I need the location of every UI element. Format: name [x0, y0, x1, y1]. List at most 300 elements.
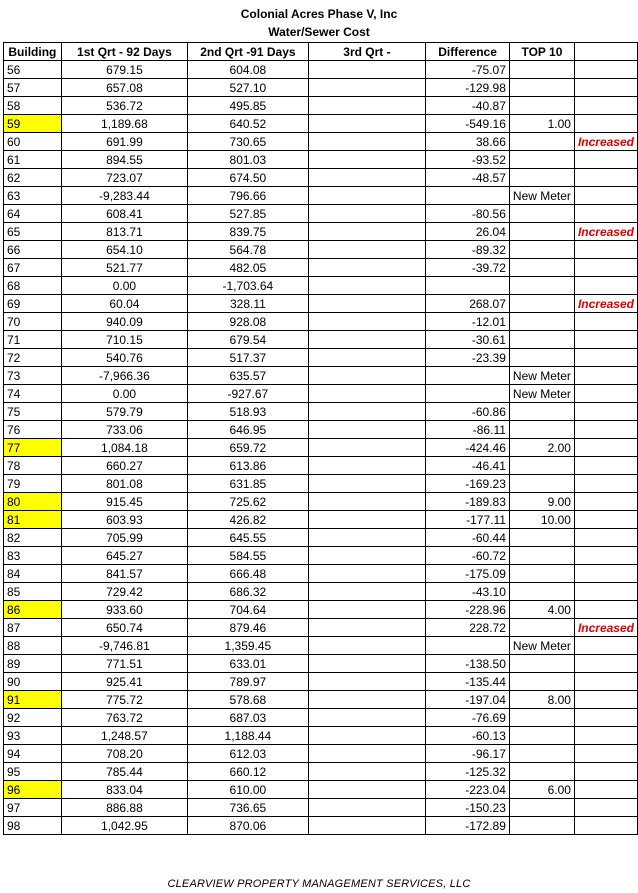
q3-cost-cell	[308, 475, 425, 493]
q1-cost-cell: 60.04	[61, 295, 187, 313]
table-row	[4, 133, 638, 151]
building-cell: 97	[4, 799, 62, 817]
column-header-flag	[574, 43, 637, 61]
building-cell: 83	[4, 547, 62, 565]
q1-cost-cell: 645.27	[61, 547, 187, 565]
q3-cost-cell	[308, 583, 425, 601]
q3-cost-cell	[308, 169, 425, 187]
q2-cost-cell: 426.82	[188, 511, 309, 529]
difference-cell: -96.17	[426, 745, 510, 763]
difference-cell: -138.50	[426, 655, 510, 673]
q1-cost-cell: 723.07	[61, 169, 187, 187]
column-header-difference: Difference	[426, 43, 510, 61]
q3-cost-cell	[308, 817, 425, 835]
q3-cost-cell	[308, 79, 425, 97]
building-cell: 95	[4, 763, 62, 781]
table-row	[4, 709, 638, 727]
top10-cell: New Meter	[509, 385, 574, 403]
q2-cost-cell: 879.46	[188, 619, 309, 637]
increased-flag-cell: Increased	[574, 133, 637, 151]
increased-flag-cell	[574, 439, 637, 457]
table-row	[4, 817, 638, 835]
q2-cost-cell: 674.50	[188, 169, 309, 187]
q2-cost-cell: 839.75	[188, 223, 309, 241]
difference-cell: -60.44	[426, 529, 510, 547]
top10-cell: 1.00	[509, 115, 574, 133]
building-cell: 93	[4, 727, 62, 745]
table-row	[4, 547, 638, 565]
building-cell: 84	[4, 565, 62, 583]
q3-cost-cell	[308, 403, 425, 421]
q3-cost-cell	[308, 637, 425, 655]
q1-cost-cell: 521.77	[61, 259, 187, 277]
q1-cost-cell: 733.06	[61, 421, 187, 439]
difference-cell: -223.04	[426, 781, 510, 799]
increased-flag-cell	[574, 385, 637, 403]
q2-cost-cell: -1,703.64	[188, 277, 309, 295]
q1-cost-cell: 0.00	[61, 277, 187, 295]
q2-cost-cell: 482.05	[188, 259, 309, 277]
q2-cost-cell: 518.93	[188, 403, 309, 421]
table-row	[4, 781, 638, 799]
q1-cost-cell: 1,248.57	[61, 727, 187, 745]
table-row	[4, 331, 638, 349]
table-row	[4, 457, 638, 475]
q2-cost-cell: 789.97	[188, 673, 309, 691]
increased-flag-cell	[574, 565, 637, 583]
building-cell: 82	[4, 529, 62, 547]
q2-cost-cell: 666.48	[188, 565, 309, 583]
table-row	[4, 691, 638, 709]
top10-cell	[509, 223, 574, 241]
q2-cost-cell: 584.55	[188, 547, 309, 565]
building-cell: 60	[4, 133, 62, 151]
difference-cell: -150.23	[426, 799, 510, 817]
q2-cost-cell: 645.55	[188, 529, 309, 547]
column-header-q3: 3rd Qrt -	[308, 43, 425, 61]
q3-cost-cell	[308, 133, 425, 151]
q3-cost-cell	[308, 457, 425, 475]
q3-cost-cell	[308, 421, 425, 439]
q3-cost-cell	[308, 439, 425, 457]
increased-flag-cell	[574, 745, 637, 763]
q3-cost-cell	[308, 223, 425, 241]
q1-cost-cell: 608.41	[61, 205, 187, 223]
table-row	[4, 439, 638, 457]
q2-cost-cell: 635.57	[188, 367, 309, 385]
q1-cost-cell: 579.79	[61, 403, 187, 421]
q1-cost-cell: 691.99	[61, 133, 187, 151]
top10-cell	[509, 817, 574, 835]
q2-cost-cell: 604.08	[188, 61, 309, 79]
column-header-q1: 1st Qrt - 92 Days	[61, 43, 187, 61]
q1-cost-cell: 708.20	[61, 745, 187, 763]
increased-flag-cell	[574, 547, 637, 565]
difference-cell: -48.57	[426, 169, 510, 187]
top10-cell	[509, 61, 574, 79]
q2-cost-cell: 736.65	[188, 799, 309, 817]
table-row	[4, 259, 638, 277]
increased-flag-cell	[574, 241, 637, 259]
table-body	[4, 61, 638, 835]
q3-cost-cell	[308, 493, 425, 511]
table-row	[4, 151, 638, 169]
q1-cost-cell: 603.93	[61, 511, 187, 529]
q2-cost-cell: -927.67	[188, 385, 309, 403]
building-cell: 74	[4, 385, 62, 403]
q1-cost-cell: 915.45	[61, 493, 187, 511]
building-cell: 79	[4, 475, 62, 493]
q2-cost-cell: 730.65	[188, 133, 309, 151]
table-row	[4, 655, 638, 673]
q2-cost-cell: 928.08	[188, 313, 309, 331]
q3-cost-cell	[308, 367, 425, 385]
table-row	[4, 403, 638, 421]
table-row	[4, 115, 638, 133]
q3-cost-cell	[308, 601, 425, 619]
column-header-top10: TOP 10	[509, 43, 574, 61]
increased-flag-cell	[574, 727, 637, 745]
difference-cell	[426, 187, 510, 205]
building-cell: 64	[4, 205, 62, 223]
difference-cell: -169.23	[426, 475, 510, 493]
q3-cost-cell	[308, 511, 425, 529]
difference-cell: -60.86	[426, 403, 510, 421]
building-cell: 72	[4, 349, 62, 367]
difference-cell: -135.44	[426, 673, 510, 691]
q2-cost-cell: 495.85	[188, 97, 309, 115]
top10-cell	[509, 583, 574, 601]
increased-flag-cell	[574, 349, 637, 367]
q1-cost-cell: 886.88	[61, 799, 187, 817]
q3-cost-cell	[308, 151, 425, 169]
q3-cost-cell	[308, 313, 425, 331]
table-row	[4, 241, 638, 259]
difference-cell: -80.56	[426, 205, 510, 223]
top10-cell	[509, 421, 574, 439]
q3-cost-cell	[308, 115, 425, 133]
increased-flag-cell	[574, 205, 637, 223]
q1-cost-cell: 705.99	[61, 529, 187, 547]
q3-cost-cell	[308, 727, 425, 745]
top10-cell	[509, 169, 574, 187]
q1-cost-cell: 0.00	[61, 385, 187, 403]
q2-cost-cell: 1,359.45	[188, 637, 309, 655]
top10-cell	[509, 403, 574, 421]
top10-cell	[509, 151, 574, 169]
top10-cell	[509, 457, 574, 475]
increased-flag-cell	[574, 331, 637, 349]
building-cell: 56	[4, 61, 62, 79]
top10-cell	[509, 547, 574, 565]
increased-flag-cell	[574, 673, 637, 691]
difference-cell	[426, 277, 510, 295]
increased-flag-cell	[574, 601, 637, 619]
q2-cost-cell: 686.32	[188, 583, 309, 601]
building-cell: 87	[4, 619, 62, 637]
table-row	[4, 583, 638, 601]
q1-cost-cell: -9,746.81	[61, 637, 187, 655]
q1-cost-cell: 771.51	[61, 655, 187, 673]
q1-cost-cell: 785.44	[61, 763, 187, 781]
table-row	[4, 385, 638, 403]
q2-cost-cell: 612.03	[188, 745, 309, 763]
difference-cell: -228.96	[426, 601, 510, 619]
top10-cell	[509, 97, 574, 115]
q1-cost-cell: 660.27	[61, 457, 187, 475]
building-cell: 91	[4, 691, 62, 709]
table-row	[4, 349, 638, 367]
top10-cell	[509, 277, 574, 295]
q1-cost-cell: 540.76	[61, 349, 187, 367]
table-row	[4, 565, 638, 583]
q2-cost-cell: 631.85	[188, 475, 309, 493]
q2-cost-cell: 679.54	[188, 331, 309, 349]
top10-cell: New Meter	[509, 367, 574, 385]
q1-cost-cell: 775.72	[61, 691, 187, 709]
q3-cost-cell	[308, 565, 425, 583]
difference-cell: -86.11	[426, 421, 510, 439]
building-cell: 76	[4, 421, 62, 439]
difference-cell: 26.04	[426, 223, 510, 241]
increased-flag-cell	[574, 763, 637, 781]
q3-cost-cell	[308, 529, 425, 547]
top10-cell: New Meter	[509, 187, 574, 205]
difference-cell: -30.61	[426, 331, 510, 349]
building-cell: 78	[4, 457, 62, 475]
building-cell: 70	[4, 313, 62, 331]
q1-cost-cell: 833.04	[61, 781, 187, 799]
increased-flag-cell	[574, 169, 637, 187]
difference-cell: -424.46	[426, 439, 510, 457]
building-cell: 96	[4, 781, 62, 799]
building-cell: 94	[4, 745, 62, 763]
q1-cost-cell: 894.55	[61, 151, 187, 169]
q3-cost-cell	[308, 619, 425, 637]
table-row	[4, 619, 638, 637]
top10-cell	[509, 313, 574, 331]
building-cell: 77	[4, 439, 62, 457]
difference-cell: 268.07	[426, 295, 510, 313]
increased-flag-cell	[574, 115, 637, 133]
q1-cost-cell: 679.15	[61, 61, 187, 79]
building-cell: 58	[4, 97, 62, 115]
top10-cell: 9.00	[509, 493, 574, 511]
q1-cost-cell: 1,084.18	[61, 439, 187, 457]
q2-cost-cell: 1,188.44	[188, 727, 309, 745]
top10-cell	[509, 133, 574, 151]
q3-cost-cell	[308, 745, 425, 763]
q1-cost-cell: 841.57	[61, 565, 187, 583]
water-sewer-cost-table	[3, 42, 638, 835]
increased-flag-cell: Increased	[574, 295, 637, 313]
difference-cell: -60.13	[426, 727, 510, 745]
top10-cell	[509, 349, 574, 367]
top10-cell: 6.00	[509, 781, 574, 799]
table-row	[4, 529, 638, 547]
top10-cell	[509, 295, 574, 313]
q3-cost-cell	[308, 763, 425, 781]
difference-cell: -46.41	[426, 457, 510, 475]
top10-cell: 10.00	[509, 511, 574, 529]
q3-cost-cell	[308, 295, 425, 313]
difference-cell: -43.10	[426, 583, 510, 601]
q1-cost-cell: 710.15	[61, 331, 187, 349]
q2-cost-cell: 633.01	[188, 655, 309, 673]
difference-cell: -549.16	[426, 115, 510, 133]
building-cell: 73	[4, 367, 62, 385]
building-cell: 75	[4, 403, 62, 421]
q2-cost-cell: 660.12	[188, 763, 309, 781]
increased-flag-cell	[574, 583, 637, 601]
top10-cell	[509, 331, 574, 349]
increased-flag-cell	[574, 799, 637, 817]
building-cell: 88	[4, 637, 62, 655]
table-row	[4, 601, 638, 619]
increased-flag-cell	[574, 151, 637, 169]
difference-cell: -189.83	[426, 493, 510, 511]
q1-cost-cell: 654.10	[61, 241, 187, 259]
q2-cost-cell: 870.06	[188, 817, 309, 835]
report-title: Colonial Acres Phase V, Inc	[240, 7, 398, 21]
increased-flag-cell	[574, 781, 637, 799]
top10-cell	[509, 745, 574, 763]
q1-cost-cell: 1,189.68	[61, 115, 187, 133]
table-row	[4, 475, 638, 493]
table-row	[4, 745, 638, 763]
building-cell: 57	[4, 79, 62, 97]
building-cell: 63	[4, 187, 62, 205]
building-cell: 62	[4, 169, 62, 187]
q3-cost-cell	[308, 781, 425, 799]
company-footer: CLEARVIEW PROPERTY MANAGEMENT SERVICES, LLC	[167, 878, 471, 890]
q2-cost-cell: 328.11	[188, 295, 309, 313]
q3-cost-cell	[308, 187, 425, 205]
difference-cell: -197.04	[426, 691, 510, 709]
difference-cell	[426, 367, 510, 385]
difference-cell: -75.07	[426, 61, 510, 79]
building-cell: 86	[4, 601, 62, 619]
increased-flag-cell	[574, 97, 637, 115]
table-row	[4, 61, 638, 79]
top10-cell	[509, 475, 574, 493]
increased-flag-cell: Increased	[574, 223, 637, 241]
increased-flag-cell	[574, 259, 637, 277]
difference-cell: -93.52	[426, 151, 510, 169]
difference-cell: -60.72	[426, 547, 510, 565]
q3-cost-cell	[308, 385, 425, 403]
top10-cell: New Meter	[509, 637, 574, 655]
difference-cell: -89.32	[426, 241, 510, 259]
top10-cell	[509, 619, 574, 637]
top10-cell	[509, 241, 574, 259]
q1-cost-cell: 813.71	[61, 223, 187, 241]
table-row	[4, 97, 638, 115]
q2-cost-cell: 578.68	[188, 691, 309, 709]
top10-cell	[509, 565, 574, 583]
q1-cost-cell: 1,042.95	[61, 817, 187, 835]
q1-cost-cell: -7,966.36	[61, 367, 187, 385]
increased-flag-cell	[574, 457, 637, 475]
q1-cost-cell: 933.60	[61, 601, 187, 619]
table-row	[4, 421, 638, 439]
increased-flag-cell	[574, 709, 637, 727]
q1-cost-cell: 925.41	[61, 673, 187, 691]
table-row	[4, 187, 638, 205]
q2-cost-cell: 646.95	[188, 421, 309, 439]
q2-cost-cell: 527.10	[188, 79, 309, 97]
table-row	[4, 79, 638, 97]
difference-cell: -76.69	[426, 709, 510, 727]
q1-cost-cell: 650.74	[61, 619, 187, 637]
increased-flag-cell	[574, 61, 637, 79]
top10-cell: 8.00	[509, 691, 574, 709]
q2-cost-cell: 564.78	[188, 241, 309, 259]
top10-cell	[509, 727, 574, 745]
table-row	[4, 367, 638, 385]
building-cell: 65	[4, 223, 62, 241]
q2-cost-cell: 610.00	[188, 781, 309, 799]
q3-cost-cell	[308, 673, 425, 691]
top10-cell	[509, 205, 574, 223]
q1-cost-cell: 801.08	[61, 475, 187, 493]
q1-cost-cell: 536.72	[61, 97, 187, 115]
q1-cost-cell: 940.09	[61, 313, 187, 331]
q3-cost-cell	[308, 547, 425, 565]
table-row	[4, 673, 638, 691]
table-row	[4, 493, 638, 511]
table-row	[4, 295, 638, 313]
building-cell: 59	[4, 115, 62, 133]
table-header-row	[4, 43, 638, 61]
increased-flag-cell	[574, 187, 637, 205]
q2-cost-cell: 687.03	[188, 709, 309, 727]
q2-cost-cell: 659.72	[188, 439, 309, 457]
table-row	[4, 277, 638, 295]
q3-cost-cell	[308, 259, 425, 277]
building-cell: 92	[4, 709, 62, 727]
increased-flag-cell	[574, 313, 637, 331]
top10-cell	[509, 79, 574, 97]
q1-cost-cell: 729.42	[61, 583, 187, 601]
difference-cell: -172.89	[426, 817, 510, 835]
increased-flag-cell	[574, 79, 637, 97]
top10-cell	[509, 673, 574, 691]
difference-cell: -12.01	[426, 313, 510, 331]
q1-cost-cell: 763.72	[61, 709, 187, 727]
table-row	[4, 637, 638, 655]
q3-cost-cell	[308, 205, 425, 223]
column-header-q2: 2nd Qrt -91 Days	[188, 43, 309, 61]
increased-flag-cell	[574, 403, 637, 421]
top10-cell: 2.00	[509, 439, 574, 457]
q3-cost-cell	[308, 277, 425, 295]
building-cell: 61	[4, 151, 62, 169]
q2-cost-cell: 796.66	[188, 187, 309, 205]
q1-cost-cell: -9,283.44	[61, 187, 187, 205]
top10-cell	[509, 259, 574, 277]
q2-cost-cell: 801.03	[188, 151, 309, 169]
increased-flag-cell	[574, 511, 637, 529]
building-cell: 98	[4, 817, 62, 835]
q2-cost-cell: 517.37	[188, 349, 309, 367]
column-header-building: Building	[4, 43, 62, 61]
increased-flag-cell	[574, 493, 637, 511]
building-cell: 67	[4, 259, 62, 277]
difference-cell: -129.98	[426, 79, 510, 97]
increased-flag-cell	[574, 367, 637, 385]
table-row	[4, 169, 638, 187]
